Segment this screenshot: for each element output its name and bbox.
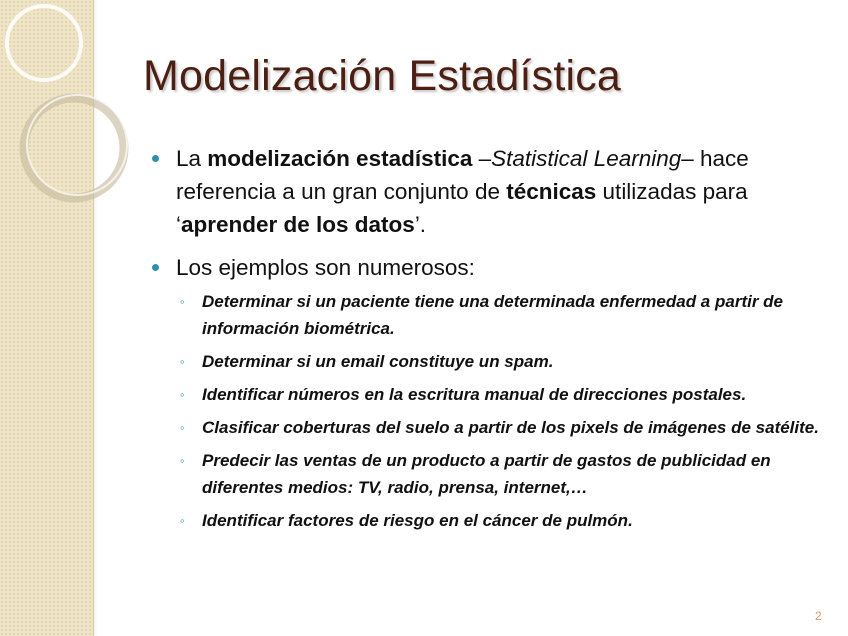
slide-title: Modelización Estadística (143, 52, 622, 100)
bullet-item-2 (150, 251, 830, 284)
sub-bullet-item: ◦ Clasificar coberturas del suelo a partir de los pixels de imágenes de satélite. (150, 414, 830, 441)
ring-bullet-icon: ◦ (180, 453, 185, 468)
sub-bullet-item: ◦ Determinar si un paciente tiene una determinada enfermedad a partir de información biométrica. (150, 288, 830, 342)
bullet-item-1 (150, 142, 830, 241)
ring-bullet-icon: ◦ (180, 513, 185, 528)
decorative-circles (0, 0, 140, 250)
bullet-dot-icon (152, 155, 159, 162)
sub-bullet-item: ◦ Identificar números en la escritura manual de direcciones postales. (150, 381, 830, 408)
sub-bullet-item: ◦ Determinar si un email constituye un spam. (150, 348, 830, 375)
ring-bullet-icon: ◦ (180, 420, 185, 435)
bullet-1-text: La modelización estadística –Statistical Learning– hace referencia a un gran conjunto de técnicas utilizadas para ‘aprender de los datos’. (176, 146, 749, 237)
page-number: 2 (815, 609, 822, 623)
ring-bullet-icon: ◦ (180, 294, 185, 309)
sub-bullet-item: ◦ Identificar factores de riesgo en el cáncer de pulmón. (150, 507, 830, 534)
sub-bullet-item: ◦ Predecir las ventas de un producto a partir de gastos de publicidad en diferentes medios: TV, radio, prensa, internet,… (150, 447, 830, 501)
slide-body (150, 142, 830, 540)
ring-bullet-icon: ◦ (180, 387, 185, 402)
ring-bullet-icon: ◦ (180, 354, 185, 369)
bullet-2-text: Los ejemplos son numerosos: (176, 255, 475, 280)
bullet-dot-icon (152, 264, 159, 271)
